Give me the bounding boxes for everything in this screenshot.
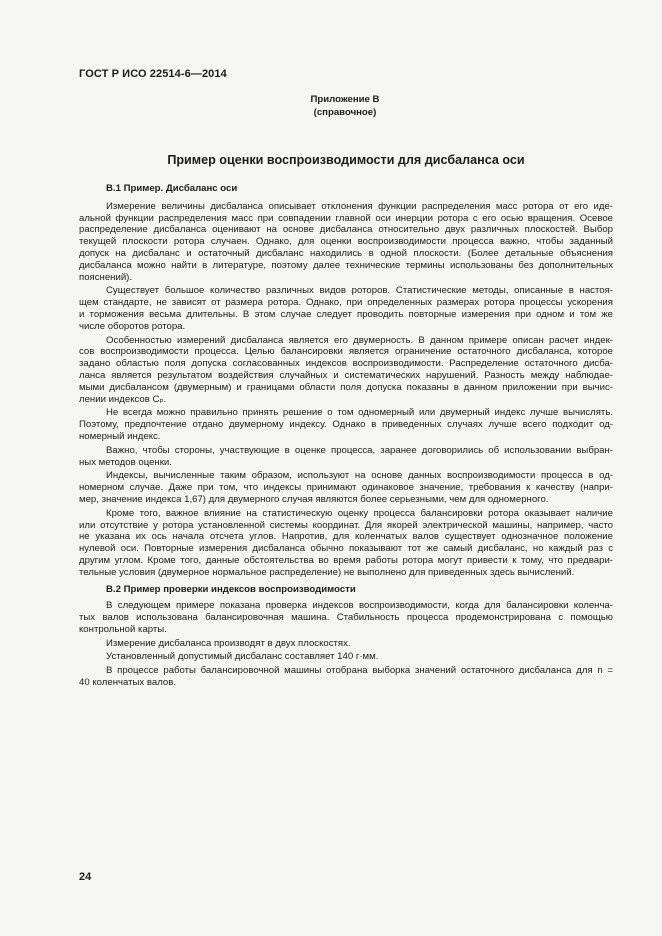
- annex-heading: [230, 93, 460, 119]
- text-line: и торможения весьма длительны. В этом случае следует проводить повторные измерения при одном и том же: [79, 308, 613, 320]
- paragraph: [79, 201, 613, 284]
- text-line: Важно, чтобы стороны, участвующие в оценке процесса, заранее договорились об использовании выбран-: [106, 444, 613, 456]
- text-line: лении индексов Cₚ.: [79, 393, 167, 405]
- text-line: Установленный допустимый дисбаланс составляет 140 г·мм.: [106, 651, 379, 663]
- paragraph: [79, 335, 613, 406]
- page-number: 24: [79, 871, 92, 883]
- text-line: Не всегда можно правильно принять решение о том одномерный или двумерный индекс лучше вычислять.: [106, 407, 613, 419]
- paragraph: [79, 470, 613, 505]
- paragraph: [79, 508, 613, 579]
- text-line: номерном случае. Даже при том, что индексы принимают одинаковое значение, требования к качеству (напри-: [79, 482, 613, 494]
- text-line: сов воспроизводимости процесса. Целью балансировки является ограничение остаточного дисбаланса, которое: [79, 346, 613, 358]
- annex-label: Приложение В: [310, 94, 380, 105]
- paragraph: [79, 638, 613, 650]
- text-line: тельные условия (двумерное нормальное распределение) не выполнено для приведенных здесь вычислений.: [79, 566, 575, 578]
- text-line: Измерение величины дисбаланса описывает отклонения функции распределения масс ротора от его иде-: [106, 200, 613, 212]
- text-line: другим углом. Кроме того, данные обстоятельства во время работы ротора могут привести к тому, что предвари-: [79, 554, 613, 566]
- document-body: [79, 183, 613, 691]
- text-line: контрольной карты.: [79, 623, 167, 635]
- text-line: текущей плоскости ротора случаен. Однако, для оценки воспроизводимости процесса важно, чтобы заданный: [79, 236, 613, 248]
- text-line: В следующем примере показана проверка индексов воспроизводимости, когда для балансировки коленча-: [106, 600, 613, 612]
- annex-note: (справочное): [313, 107, 377, 118]
- standard-designation: ГОСТ Р ИСО 22514-6—2014: [79, 68, 227, 80]
- text-line: пояснений).: [79, 271, 133, 283]
- paragraph: [79, 445, 613, 469]
- text-line: Особенностью измерений дисбаланса является его двумерность. В данном примере описан расчет индек-: [106, 334, 613, 346]
- text-line: номерный индекс.: [79, 430, 161, 442]
- text-line: Индексы, вычисленные таким образом, используют на основе данных воспроизводимости процесса в од-: [106, 470, 613, 482]
- paragraph: [79, 285, 613, 332]
- text-line: нулевой оси. Повторные измерения дисбаланса обычно показывают тот же самый дисбаланс, но каждый раз с: [79, 543, 613, 555]
- paragraph: [79, 651, 613, 663]
- text-line: Измерение дисбаланса производят в двух плоскостях.: [106, 637, 351, 649]
- text-line: Существует большое количество различных видов роторов. Статистические методы, описанные в настоя-: [106, 285, 613, 297]
- text-line: мыми дисбалансом (двумерным) и границами области поля допуска показаны в данном приложении при вычис-: [79, 381, 613, 393]
- text-line: ланса является результатом воздействия случайных и систематических нарушений. Разность между наблюдае-: [79, 369, 613, 381]
- text-line: дисбаланса можно найти в литературе, поэтому далее технические термины использованы без дополнительных: [79, 259, 613, 271]
- text-line: альной функции распределения масс при совпадении главной оси инерции ротора с его осью вращения. Осевое: [79, 212, 613, 224]
- section-heading: В.2 Пример проверки индексов воспроизводимости: [106, 583, 356, 595]
- text-line: числе оборотов ротора.: [79, 320, 186, 332]
- text-line: щем стандарте, не зависят от размера ротора. Однако, при определенных размерах ротора процессы ускорения: [79, 297, 613, 309]
- text-line: не указана их ось начала отсчета углов. Напротив, для коленчатых валов существует однозначное положение: [79, 531, 613, 543]
- text-line: ных методов оценки.: [79, 456, 172, 468]
- text-line: Поэтому, предпочтение отдано двумерному индексу. Однако в приведенных случаях лучше всего подходит од-: [79, 419, 613, 431]
- paragraph: [79, 600, 613, 635]
- text-line: распределение дисбаланса оценивают на основе дисбаланса относительно двух различных плоскостей. Выбор: [79, 224, 613, 236]
- text-line: задано областью поля допуска согласованных индексов воспроизводимости. Распределение остаточного дисба-: [79, 358, 613, 370]
- paragraph: [79, 407, 613, 442]
- text-line: тых валов использована балансировочная машина. Стабильность процесса продемонстрирована с помощью: [79, 612, 613, 624]
- text-line: мер, значение индекса 1,67) для двумерного случая являются более серьезными, чем для одномерного.: [79, 493, 549, 505]
- section-heading: В.1 Пример. Дисбаланс оси: [106, 183, 238, 194]
- paragraph: [79, 665, 613, 689]
- text-line: В процессе работы балансировочной машины отобрана выборка значений остаточного дисбаланса для n =: [106, 665, 613, 677]
- text-line: допуск на дисбаланс и остаточный дисбаланс находились в одной плоскости. (Более детальные объяснения: [79, 247, 613, 259]
- text-line: 40 коленчатых валов.: [79, 677, 177, 689]
- text-line: Кроме того, важное влияние на статистическую оценку процесса балансировки ротора оказывает наличие: [106, 507, 613, 519]
- text-line: или отсутствие у ротора установленной системы координат. Для якорей электрической машины, например, часто: [79, 519, 613, 531]
- page-title: Пример оценки воспроизводимости для дисбаланса оси: [167, 153, 525, 167]
